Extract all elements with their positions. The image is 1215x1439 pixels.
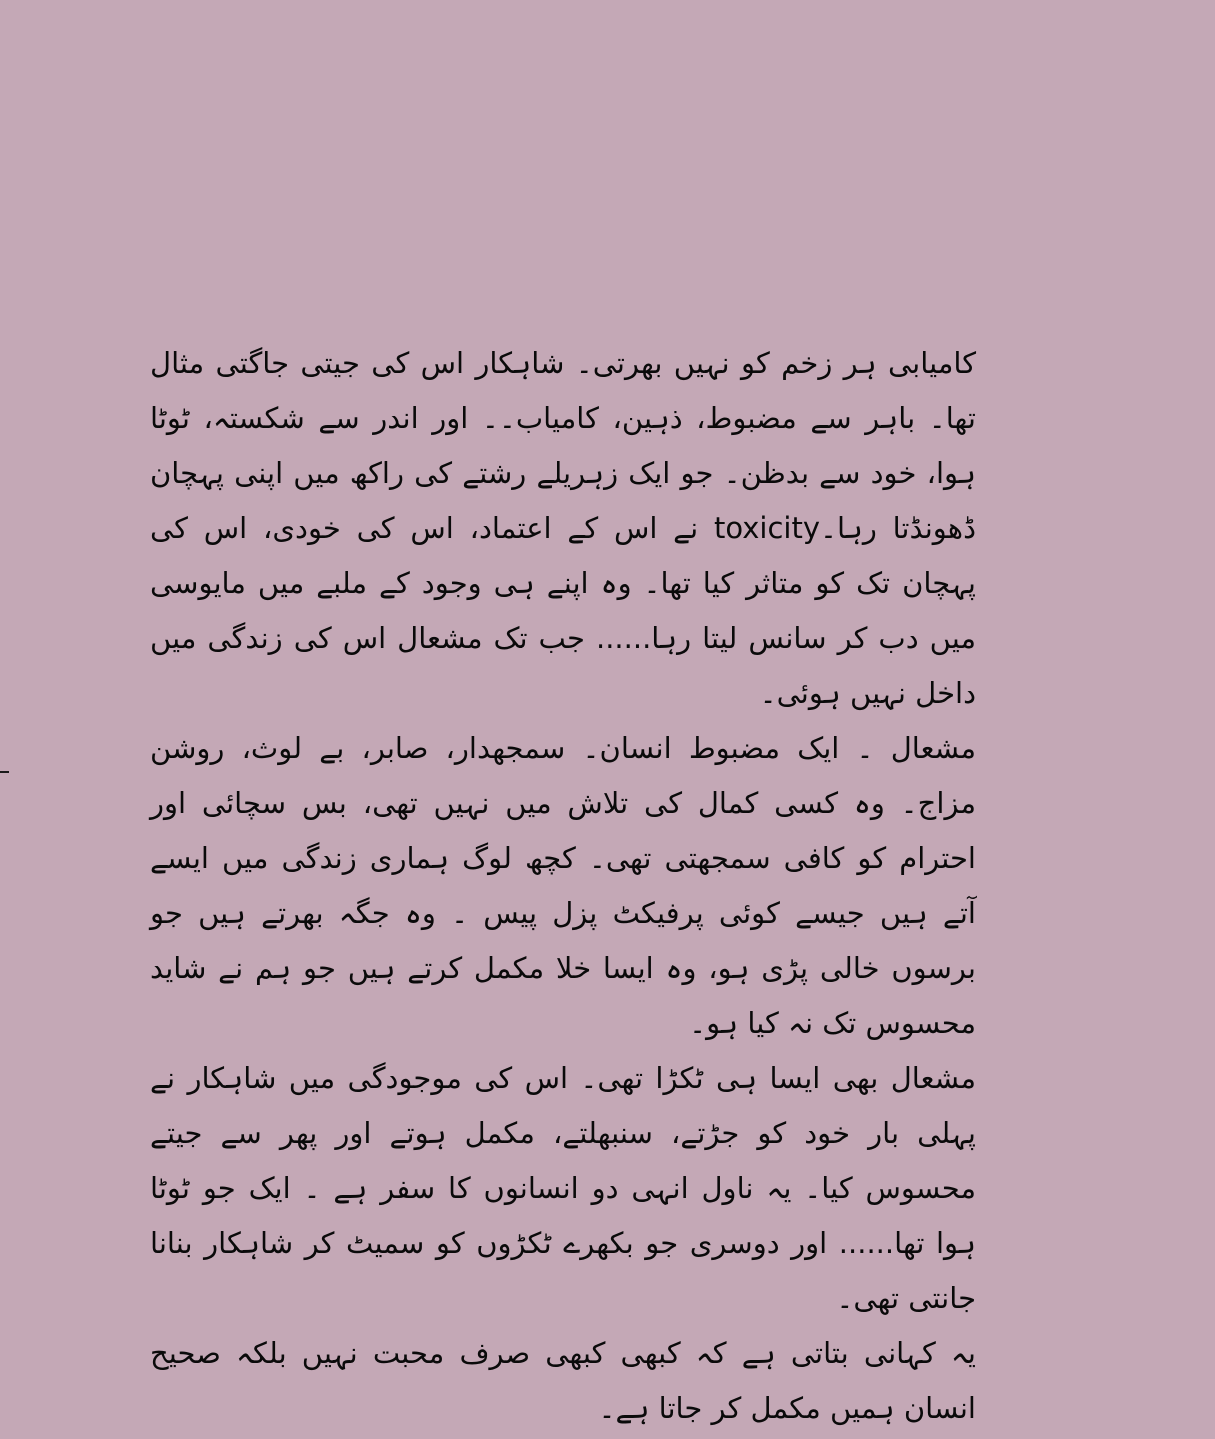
paragraph-1-text-start: کامیابی ہر زخم کو نہیں بھرتی۔ شاہکار اس کی جیتی جاگتی مثال تھا۔ باہر سے مضبوط، ذہین، کامیاب۔۔ اور اندر سے شکستہ، ٹوٹا ہوا، خود سے بدظن۔ جو ایک زہریلے رشتے کی راکھ میں اپنی پہچان ڈھونڈتا رہا۔ xyxy=(150,346,976,545)
paragraph-1 xyxy=(150,336,976,721)
paragraph-2: مشعال ۔ ایک مضبوط انسان۔ سمجھدار، صابر، بے لوث، روشن مزاج۔ وہ کسی کمال کی تلاش میں نہیں تھی، بس سچائی اور احترام کو کافی سمجھتی تھی۔ کچھ لوگ ہماری زندگی میں ایسے آتے ہیں جیسے کوئی پرفیکٹ پزل پیس ۔ وہ جگہ بھرتے ہیں جو برسوں خالی پڑی ہو، وہ ایسا خلا مکمل کرتے ہیں جو ہم نے شاید محسوس تک نہ کیا ہو۔ xyxy=(150,731,976,1040)
paragraph-1-english-word: toxicity xyxy=(714,511,820,545)
body-text xyxy=(150,336,976,1436)
paragraph-3: مشعال بھی ایسا ہی ٹکڑا تھی۔ اس کی موجودگی میں شاہکار نے پہلی بار خود کو جڑتے، سنبھلتے، مکمل ہوتے اور پھر سے جیتے محسوس کیا۔ یہ ناول انہی دو انسانوں کا سفر ہے ۔ ایک جو ٹوٹا ہوا تھا...... اور دوسری جو بکھرے ٹکڑوں کو سمیٹ کر شاہکار بنانا جانتی تھی۔ xyxy=(150,1061,976,1315)
paragraph-1-text-end: نے اس کے اعتماد، اس کی خودی، اس کی پہچان تک کو متاثر کیا تھا۔ وہ اپنے ہی وجود کے ملبے میں مایوسی میں دب کر سانس لیتا رہا...... جب تک مشعال اس کی زندگی میں داخل نہیں ہوئی۔ xyxy=(150,511,976,710)
paragraph-4: یہ کہانی بتاتی ہے کہ کبھی کبھی صرف محبت نہیں بلکہ صحیح انسان ہمیں مکمل کر جاتا ہے۔ xyxy=(150,1336,976,1425)
page-edge-mark xyxy=(0,771,9,773)
